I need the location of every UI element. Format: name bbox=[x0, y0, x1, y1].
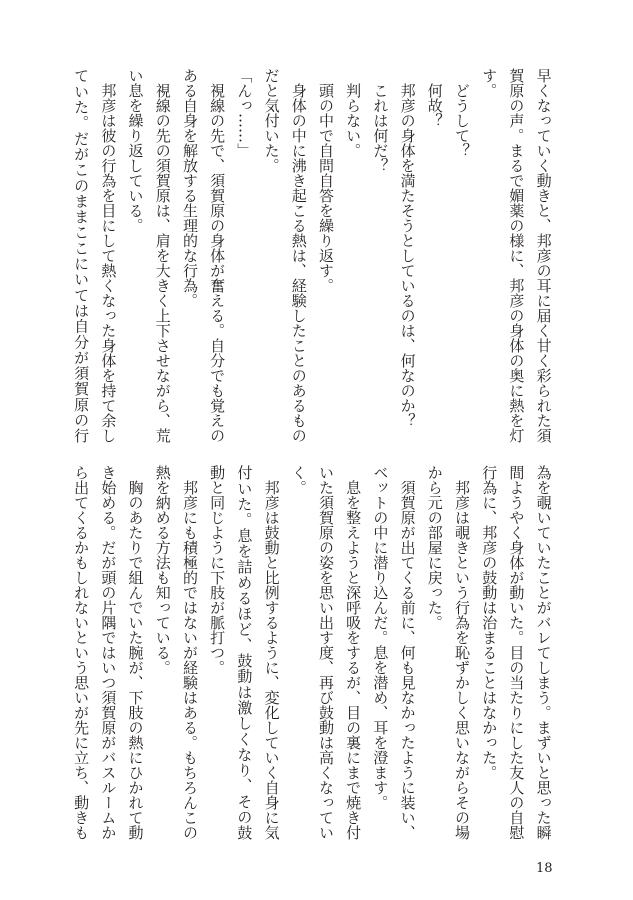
text-line: 視線の先の須賀原は、肩を大きく上下させながら、荒 bbox=[153, 68, 172, 443]
text-line: ある自身を解放する生理的な行為。 bbox=[180, 68, 199, 308]
text-line: 邦彦の身体を満たそうとしているのは、何なのか？ bbox=[398, 68, 417, 428]
text-line: 間ようやく身体が動いた。目の当たりにした友人の自慰 bbox=[507, 465, 526, 840]
text-line: 付いた。息を詰めるほど、鼓動は激しくなり、その鼓 bbox=[235, 465, 254, 840]
text-line: 視線の先で、須賀原の身体が奮える。自分でも覚えの bbox=[208, 68, 227, 443]
text-line: 判らない。 bbox=[344, 68, 363, 158]
text-line: 「んっ……」 bbox=[235, 68, 254, 158]
text-line: 邦彦は鼓動と比例するように、変化していく自身に気 bbox=[262, 465, 281, 840]
text-line: 邦彦にも積極的ではないが経験はある。もちろんこの bbox=[180, 465, 199, 840]
text-line: く。 bbox=[289, 465, 308, 495]
text-line: 身体の中に沸き起こる熱は、経験したことのあるもの bbox=[289, 68, 308, 443]
text-line: ベットの中に潜り込んだ。息を潜め、耳を澄ます。 bbox=[371, 465, 390, 810]
text-line: 熱を納める方法も知っている。 bbox=[153, 465, 172, 675]
text-line: 頭の中で自問自答を繰り返す。 bbox=[316, 68, 335, 293]
page-number: 18 bbox=[536, 861, 553, 876]
text-line: ていた。だがこのままここにいては自分が須賀原の行 bbox=[72, 68, 91, 443]
text-line: いた須賀原の姿を思い出す度、再び鼓動は高くなってい bbox=[316, 465, 335, 840]
text-line: だと気付いた。 bbox=[262, 68, 281, 173]
upper-text-block bbox=[67, 68, 557, 444]
text-line: 邦彦は彼の行為を目にして熱くなった身体を持て余し bbox=[99, 68, 118, 443]
text-line: 行為に、邦彦の鼓動は治まることはなかった。 bbox=[480, 465, 499, 780]
text-line: ら出てくるかもしれないという思いが先に立ち、動きも bbox=[72, 465, 91, 840]
text-line: す。 bbox=[480, 68, 499, 98]
lower-text-block bbox=[67, 465, 557, 841]
text-line: 邦彦は覗きという行為を恥ずかしく思いながらその場 bbox=[452, 465, 471, 840]
text-line: どうして？ bbox=[452, 68, 471, 158]
text-line: 息を整えようと深呼吸をするが、目の裏にまで焼き付 bbox=[344, 465, 363, 840]
text-line: 何故？ bbox=[425, 68, 444, 128]
text-line: い息を繰り返している。 bbox=[126, 68, 145, 233]
text-line: 早くなっていく動きと、邦彦の耳に届く甘く彩られた須 bbox=[534, 68, 553, 443]
text-line: 動と同じように下肢が脈打つ。 bbox=[208, 465, 227, 675]
text-line: 賀原の声。まるで媚薬の様に、邦彦の身体の奥に熱を灯 bbox=[507, 68, 526, 443]
text-line: 須賀原が出てくる前に、何も見なかったように装い、 bbox=[398, 465, 417, 840]
text-line: これは何だ？ bbox=[371, 68, 390, 173]
text-line: から元の部屋に戻った。 bbox=[425, 465, 444, 630]
text-line: 胸のあたりで組んでいた腕が、下肢の熱にひかれて動 bbox=[126, 465, 145, 840]
text-line: 為を覗いていたことがバレてしまう。まずいと思った瞬 bbox=[534, 465, 553, 840]
text-line: き始める。だが頭の片隅ではいつ須賀原がバスルームか bbox=[99, 465, 118, 840]
